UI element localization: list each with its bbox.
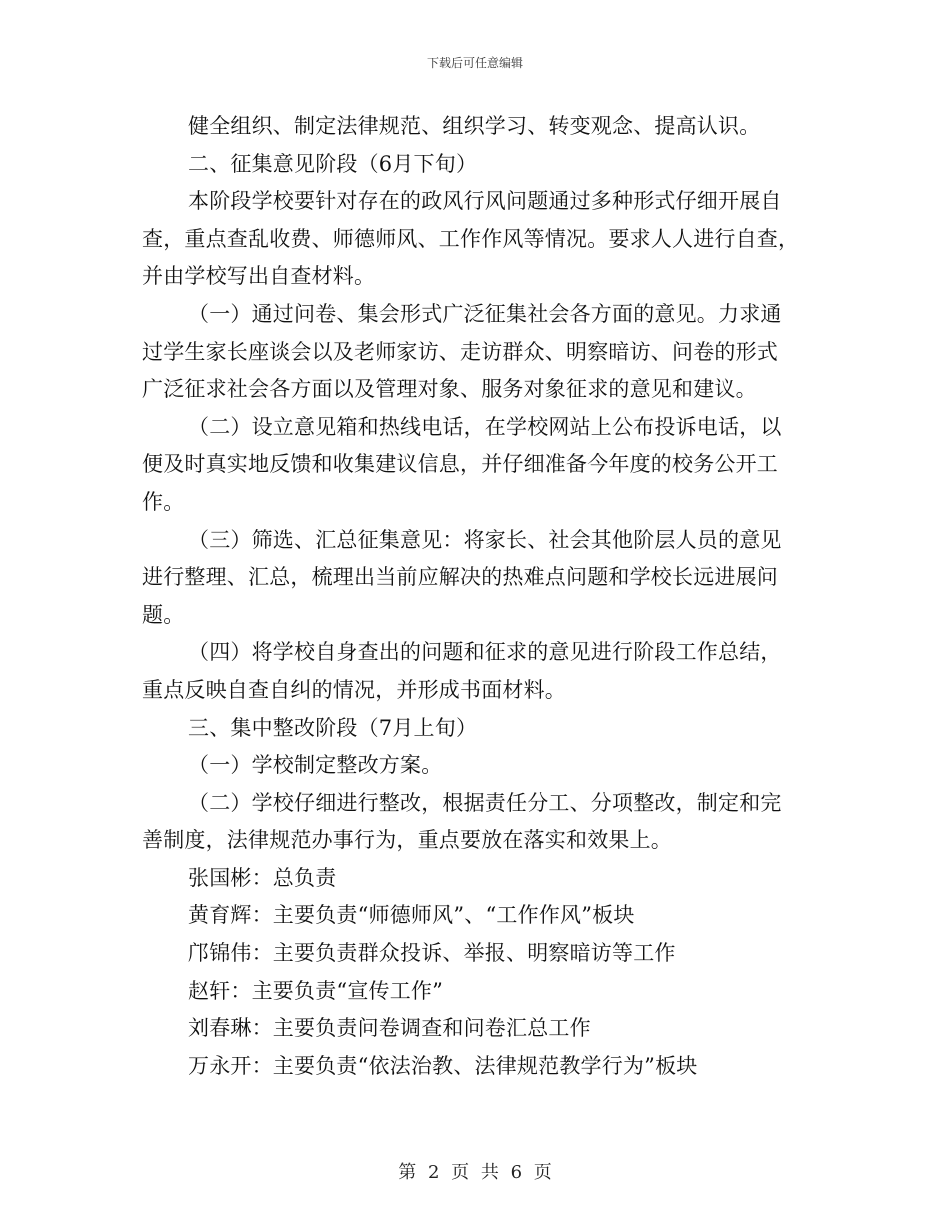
text-line: 题。 [142,602,185,627]
text-line: 张国彬：总负责 [188,865,337,890]
text-line: 万永开：主要负责“依法治教、法律规范教学行为”板块 [188,1053,698,1078]
text-line: 过学生家长座谈会以及老师家访、走访群众、明察暗访、问卷的形式 [142,339,778,364]
page-header: 下载后可任意编辑 [426,56,523,70]
text-line: 广泛征求社会各方面以及管理对象、服务对象征求的意见和建议。 [142,377,757,402]
text-line: 邝锦伟：主要负责群众投诉、举报、明察暗访等工作 [188,941,676,966]
text-line: 本阶段学校要针对存在的政风行风问题通过多种形式仔细开展自 [188,189,782,214]
text-line: 并由学校写出自查材料。 [142,264,376,289]
text-line: 赵轩：主要负责“宣传工作” [188,978,444,1003]
text-line: 作。 [142,489,185,514]
text-line: 便及时真实地反馈和收集建议信息，并仔细准备今年度的校务公开工 [142,452,778,477]
text-line: （二）学校仔细进行整改，根据责任分工、分项整改，制定和完 [188,790,782,815]
text-line: 刘春琳：主要负责问卷调查和问卷汇总工作 [188,1016,591,1041]
text-line: （二）设立意见箱和热线电话，在学校网站上公布投诉电话，以 [188,414,782,439]
text-line: 重点反映自查自纠的情况，并形成书面材料。 [142,677,566,702]
text-line: （四）将学校自身查出的问题和征求的意见进行阶段工作总结， [188,640,782,665]
text-line: 三、集中整改阶段（7月上旬） [188,715,478,740]
text-line: （一）通过问卷、集会形式广泛征集社会各方面的意见。力求通 [188,301,782,326]
page-number: 第 2 页 共 6 页 [398,1162,552,1183]
text-line: （三）筛选、汇总征集意见：将家长、社会其他阶层人员的意见 [188,527,782,552]
document-body [142,108,807,1085]
text-line: 查，重点查乱收费、师德师风、工作作风等情况。要求人人进行自查， [142,226,800,251]
text-line: 健全组织、制定法律规范、组织学习、转变观念、提高认识。 [188,114,761,138]
text-line: 黄育辉：主要负责“师德师风”、“工作作风”板块 [188,903,635,928]
text-line: 进行整理、汇总，梳理出当前应解决的热难点问题和学校长远进展问 [142,565,778,590]
text-line: （一）学校制定整改方案。 [188,753,443,778]
text-line: 善制度，法律规范办事行为，重点要放在落实和效果上。 [142,828,672,853]
text-line: 二、征集意见阶段（6月下旬） [188,151,478,176]
